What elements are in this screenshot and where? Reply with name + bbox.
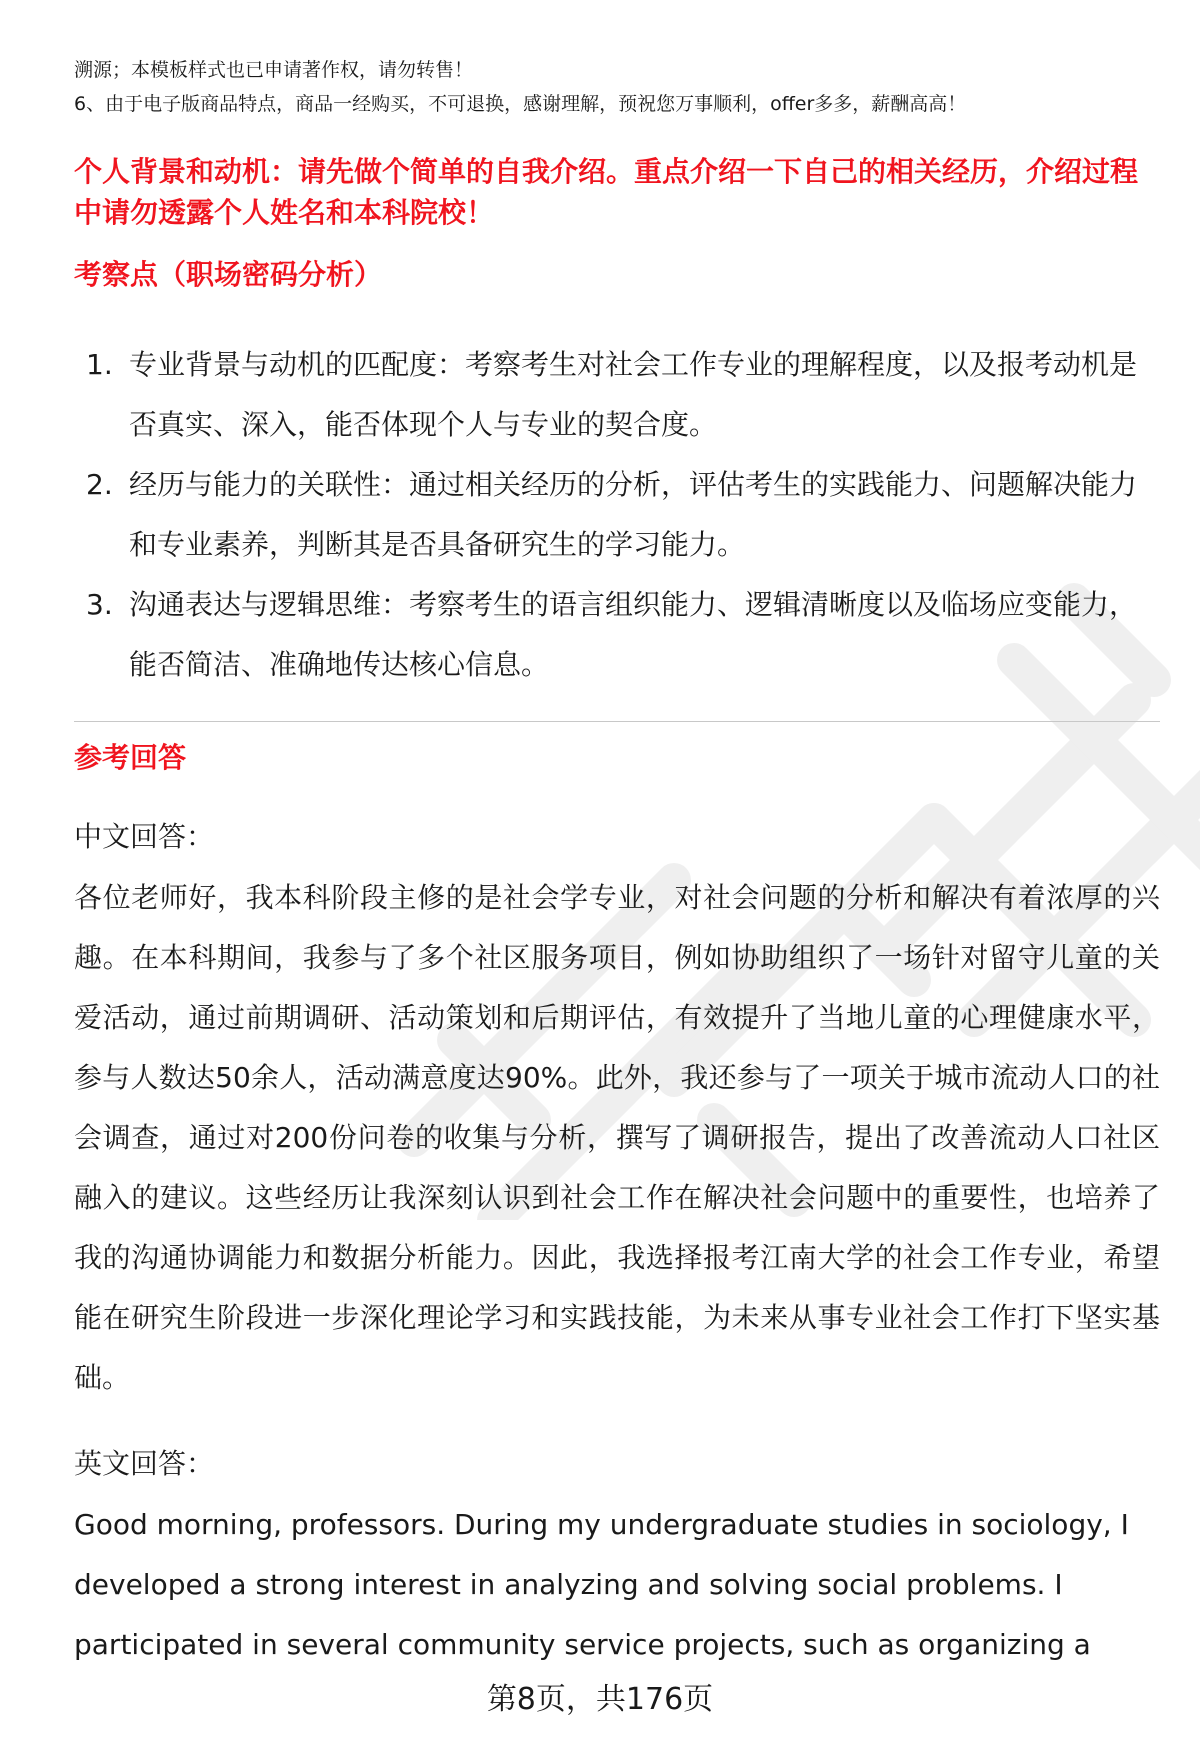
list-item xyxy=(74,455,1160,575)
document-page xyxy=(74,0,1160,1755)
notice-line-1: 溯源；本模板样式也已申请著作权，请勿转售！ xyxy=(74,59,474,81)
analysis-list xyxy=(74,335,1160,695)
list-item-text: 沟通表达与逻辑思维：考察考生的语言组织能力、逻辑清晰度以及临场应变能力，能否简洁、准确地传达核心信息。 xyxy=(129,588,1138,681)
analysis-title: 考察点（职场密码分析） xyxy=(74,258,383,291)
page-footer: 第8页，共176页 xyxy=(486,1682,714,1717)
list-number: 3. xyxy=(86,588,113,621)
list-item xyxy=(74,335,1160,455)
question-heading: 个人背景和动机：请先做个简单的自我介绍。重点介绍一下自己的相关经历，介绍过程中请勿透露个人姓名和本科院校！ xyxy=(74,155,1139,229)
list-item-text: 专业背景与动机的匹配度：考察考生对社会工作专业的理解程度，以及报考动机是否真实、深入，能否体现个人与专业的契合度。 xyxy=(129,348,1138,441)
notice-line-2: 6、由于电子版商品特点，商品一经购买，不可退换，感谢理解，预祝您万事顺利，offer多多，薪酬高高！ xyxy=(74,93,967,115)
list-item xyxy=(74,575,1160,695)
answer-title: 参考回答 xyxy=(74,741,187,774)
chinese-answer-text: 各位老师好，我本科阶段主修的是社会学专业，对社会问题的分析和解决有着浓厚的兴趣。在本科期间，我参与了多个社区服务项目，例如协助组织了一场针对留守儿童的关爱活动，通过前期调研、活动策划和后期评估，有效提升了当地儿童的心理健康水平，参与人数达50余人，活动满意度达90%。此外，我还参与了一项关于城市流动人口的社会调查，通过对200份问卷的收集与分析，撰写了调研报告，提出了改善流动人口社区融入的建议。这些经历让我深刻认识到社会工作在解决社会问题中的重要性，也培养了我的沟通协调能力和数据分析能力。因此，我选择报考江南大学的社会工作专业，希望能在研究生阶段进一步深化理论学习和实践技能，为未来从事专业社会工作打下坚实基础。 xyxy=(74,881,1160,1394)
english-answer-label: 英文回答： xyxy=(74,1447,215,1480)
list-number: 2. xyxy=(86,468,113,501)
list-item-text: 经历与能力的关联性：通过相关经历的分析，评估考生的实践能力、问题解决能力和专业素养，判断其是否具备研究生的学习能力。 xyxy=(129,468,1138,561)
english-answer-text: Good morning, professors. During my undergraduate studies in sociology, I developed a strong interest in analyzing and solving social problems. I participated in several community service projects, such as organizing a xyxy=(74,1508,1129,1661)
section-divider xyxy=(74,721,1160,722)
chinese-answer-label: 中文回答： xyxy=(74,820,215,853)
list-number: 1. xyxy=(86,348,113,381)
